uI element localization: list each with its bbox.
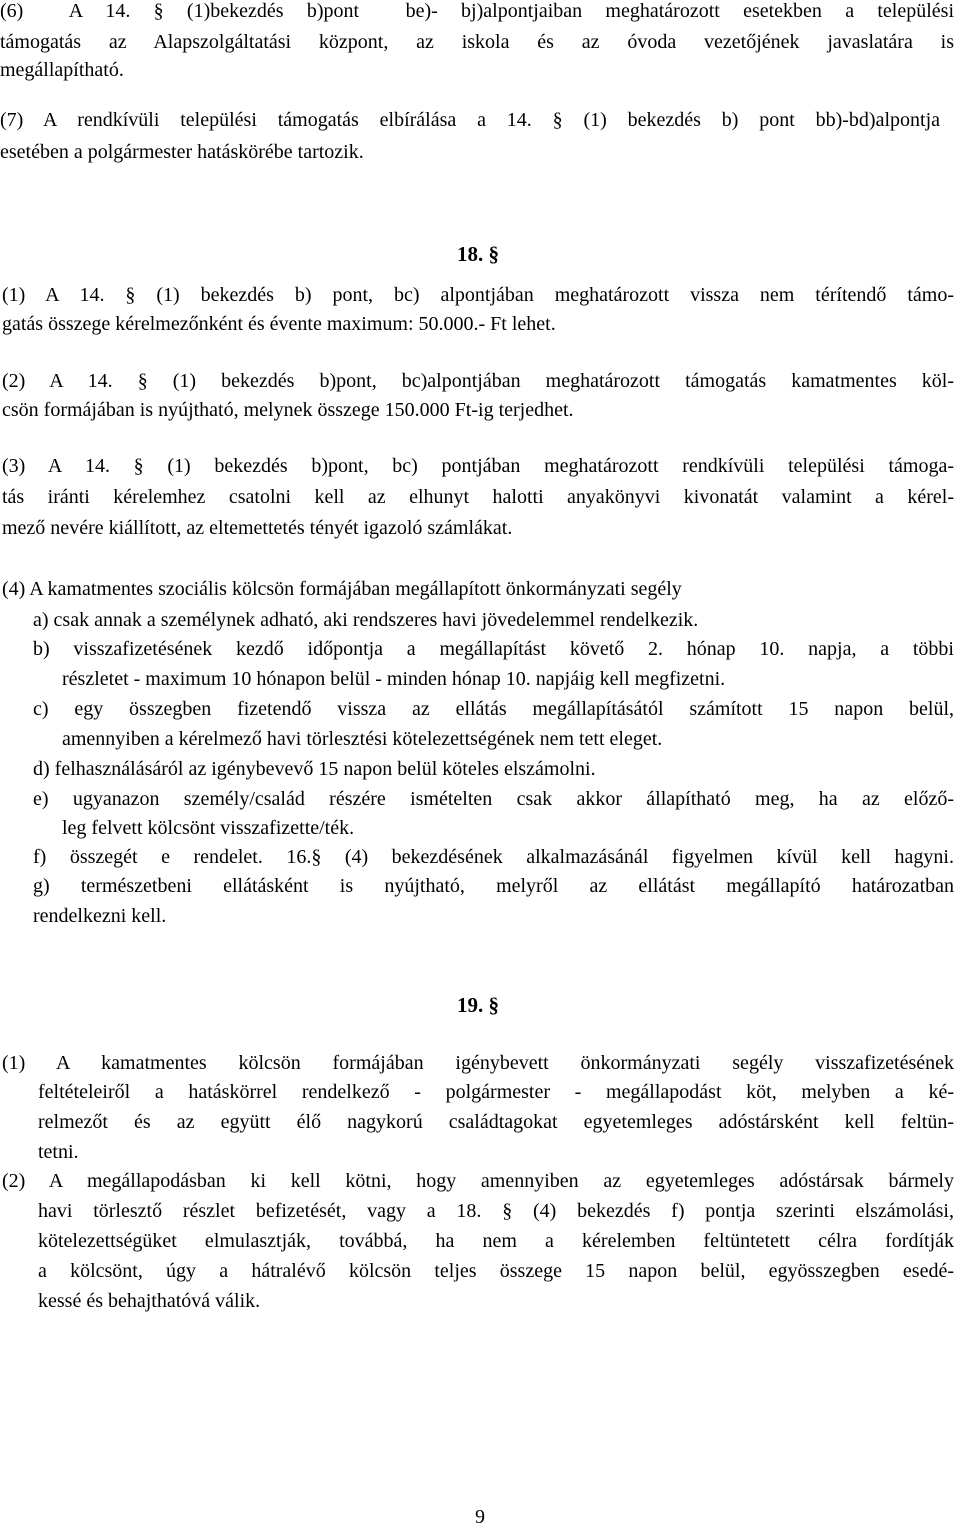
section-18-paragraph-3-line-2: tás iránti kérelemhez csatolni kell az elhunyt halotti anyakönyvi kivonatát valamint a kérel-: [2, 486, 954, 508]
paragraph-7-line-1: (7) A rendkívüli települési támogatás elbírálása a 14. § (1) bekezdés b) pont bb)-bd)alpontja: [0, 109, 940, 131]
section-18-paragraph-4-item-g-line-1: g) természetbeni ellátásként is nyújtható, melyről az ellátást megállapító határozatban: [33, 875, 954, 897]
section-18-paragraph-4-item-e-line-1: e) ugyanazon személy/család részére ismételten csak akkor állapítható meg, ha az előző-: [33, 788, 954, 810]
section-18-paragraph-4-item-c-line-1: c) egy összegben fizetendő vissza az ellátás megállapításától számított 15 napon belül,: [33, 698, 954, 720]
section-19-paragraph-2-line-3: kötelezettségüket elmulasztják, továbbá, ha nem a kérelemben feltüntetett célra fordítják: [38, 1230, 954, 1252]
section-18-paragraph-4-item-b-line-1: b) visszafizetésének kezdő időpontja a megállapítást követő 2. hónap 10. napja, a többi: [33, 638, 954, 660]
section-18-paragraph-4-item-b-line-2: részletet - maximum 10 hónapon belül - minden hónap 10. napjáig kell megfizetni.: [62, 668, 726, 690]
section-19-paragraph-1-line-3: relmezőt és az együtt élő nagykorú családtagokat egyetemleges adóstársként kell feltün-: [38, 1111, 954, 1133]
section-18-paragraph-4-item-f: f) összegét e rendelet. 16.§ (4) bekezdésének alkalmazásánál figyelmen kívül kell hagyni.: [33, 846, 954, 868]
section-19-title: 19. §: [457, 993, 499, 1017]
page-number: 9: [475, 1506, 485, 1528]
section-18-paragraph-2-line-2: csön formájában is nyújtható, melynek összege 150.000 Ft-ig terjedhet.: [2, 399, 574, 421]
paragraph-6-line-3: megállapítható.: [0, 59, 124, 81]
section-19-paragraph-1-line-1: (1) A kamatmentes kölcsön formájában igénybevett önkormányzati segély visszafizetésének: [2, 1052, 954, 1074]
section-19-paragraph-1-line-4: tetni.: [38, 1141, 79, 1163]
section-18-paragraph-4-item-g-line-2: rendelkezni kell.: [33, 905, 167, 927]
section-19-paragraph-2-line-5: kessé és behajthatóvá válik.: [38, 1290, 261, 1312]
section-18-paragraph-4-item-e-line-2: leg felvett kölcsönt visszafizette/ték.: [62, 817, 355, 839]
section-18-paragraph-4-item-d: d) felhasználásáról az igénybevevő 15 napon belül köteles elszámolni.: [33, 758, 596, 780]
section-18-paragraph-2-line-1: (2) A 14. § (1) bekezdés b)pont, bc)alpontjában meghatározott támogatás kamatmentes köl-: [2, 370, 954, 392]
section-18-paragraph-4-item-c-line-2: amennyiben a kérelmező havi törlesztési kötelezettségének nem tett eleget.: [62, 728, 663, 750]
section-18-title: 18. §: [457, 242, 499, 266]
section-18-paragraph-1-line-1: (1) A 14. § (1) bekezdés b) pont, bc) alpontjában meghatározott vissza nem térítendő támo-: [2, 284, 954, 306]
paragraph-7-line-2: esetében a polgármester hatáskörébe tartozik.: [0, 141, 364, 163]
section-19-paragraph-2-line-1: (2) A megállapodásban ki kell kötni, hogy amennyiben az egyetemleges adóstársak bármely: [2, 1170, 954, 1192]
section-19-paragraph-2-line-4: a kölcsönt, úgy a hátralévő kölcsön teljes összege 15 napon belül, egyösszegben esedé-: [38, 1260, 954, 1282]
section-19-paragraph-2-line-2: havi törlesztő részlet befizetését, vagy a 18. § (4) bekezdés f) pontja szerinti elszámolási,: [38, 1200, 954, 1222]
section-18-paragraph-1-line-2: gatás összege kérelmezőnként és évente maximum: 50.000.- Ft lehet.: [2, 313, 556, 335]
section-19-paragraph-1-line-2: feltételeiről a hatáskörrel rendelkező - polgármester - megállapodást köt, melyben a ké-: [38, 1081, 954, 1103]
section-18-paragraph-4-intro: (4) A kamatmentes szociális kölcsön formájában megállapított önkormányzati segély: [2, 578, 682, 600]
section-18-paragraph-3-line-3: mező nevére kiállított, az eltemettetés tényét igazoló számlákat.: [2, 517, 513, 539]
section-18-paragraph-4-item-a: a) csak annak a személynek adható, aki rendszeres havi jövedelemmel rendelkezik.: [33, 609, 699, 631]
paragraph-6-line-1: (6) A 14. § (1)bekezdés b)pont be)- bj)alpontjaiban meghatározott esetekben a települési: [0, 0, 954, 22]
paragraph-6-line-2: támogatás az Alapszolgáltatási központ, az iskola és az óvoda vezetőjének javaslatára is: [0, 31, 954, 53]
section-18-paragraph-3-line-1: (3) A 14. § (1) bekezdés b)pont, bc) pontjában meghatározott rendkívüli települési támoga-: [2, 455, 954, 477]
